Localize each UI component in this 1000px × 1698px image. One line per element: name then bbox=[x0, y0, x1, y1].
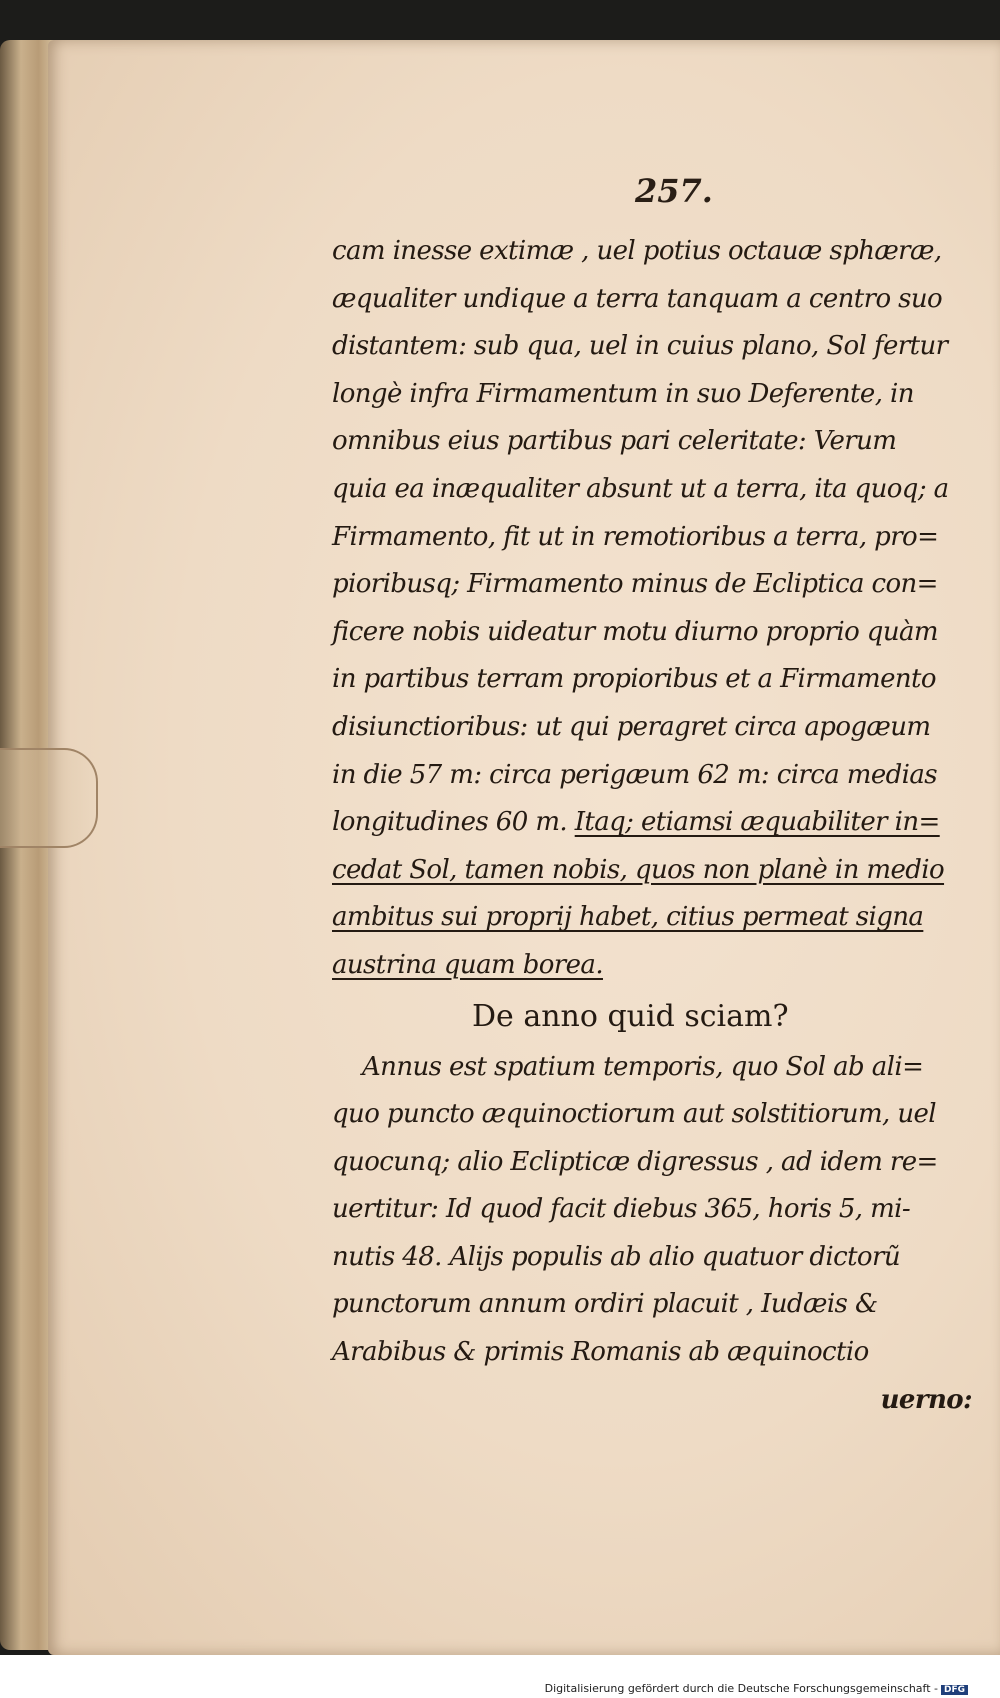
text-line: quocunq; alio Eclipticæ digressus , ad idem re= bbox=[332, 1146, 938, 1177]
text-line: quia ea inæqualiter absunt ut a terra, ita quoq; a bbox=[332, 473, 949, 504]
text-line: ficere nobis uideatur motu diurno proprio quàm bbox=[332, 616, 938, 647]
text-segment: longitudines 60 m. bbox=[332, 807, 575, 838]
text-line: in die 57 m: circa perigæum 62 m: circa medias bbox=[332, 759, 938, 790]
text-line: æqualiter undique a terra tanquam a centro suo bbox=[332, 283, 943, 314]
underlined-line: austrina quam borea. bbox=[332, 949, 603, 980]
text-line: uertitur: Id quod facit diebus 365, horis 5, mi- bbox=[332, 1194, 911, 1225]
text-line: Arabibus & primis Romanis ab æquinoctio bbox=[332, 1337, 869, 1368]
text-line: omnibus eius partibus pari celeritate: Verum bbox=[332, 426, 897, 457]
footer-credit-text: Digitalisierung gefördert durch die Deutsche Forschungsgemeinschaft - bbox=[544, 1682, 938, 1695]
text-line: disiunctioribus: ut qui peragret circa apogæum bbox=[332, 711, 931, 742]
text-line: in partibus terram propioribus et a Firmamento bbox=[332, 664, 936, 695]
dfg-logo: DFG bbox=[941, 1685, 968, 1695]
text-line: nutis 48. Alijs populis ab alio quatuor dictorũ bbox=[332, 1241, 900, 1272]
text-line: punctorum annum ordiri placuit , Iudæis & bbox=[332, 1289, 878, 1320]
text-line: distantem: sub qua, uel in cuius plano, Sol fertur bbox=[332, 331, 948, 362]
footer-credit bbox=[545, 1682, 968, 1695]
text-line bbox=[332, 799, 982, 847]
page-clip bbox=[0, 748, 98, 848]
section-heading: De anno quid sciam? bbox=[472, 998, 789, 1034]
page-number: 257. bbox=[635, 172, 713, 210]
text-line: cam inesse extimæ , uel potius octauæ sphæræ, bbox=[332, 236, 942, 266]
underlined-line: ambitus sui proprij habet, citius permeat signa bbox=[332, 902, 924, 933]
text-line: Firmamento, fit ut in remotioribus a terra, pro= bbox=[332, 521, 939, 552]
text-block bbox=[332, 228, 982, 1424]
underlined-line: cedat Sol, tamen nobis, quos non planè in medio bbox=[332, 854, 945, 885]
text-line: quo puncto æquinoctiorum aut solstitiorum, uel bbox=[332, 1099, 936, 1130]
text-line: Annus est spatium temporis, quo Sol ab ali= bbox=[362, 1051, 924, 1082]
catchword: uerno: bbox=[880, 1384, 972, 1415]
text-line: longè infra Firmamentum in suo Deferente, in bbox=[332, 378, 914, 409]
underlined-segment: Itaq; etiamsi æquabiliter in= bbox=[574, 807, 940, 838]
text-line: pioribusq; Firmamento minus de Ecliptica con= bbox=[332, 569, 938, 600]
